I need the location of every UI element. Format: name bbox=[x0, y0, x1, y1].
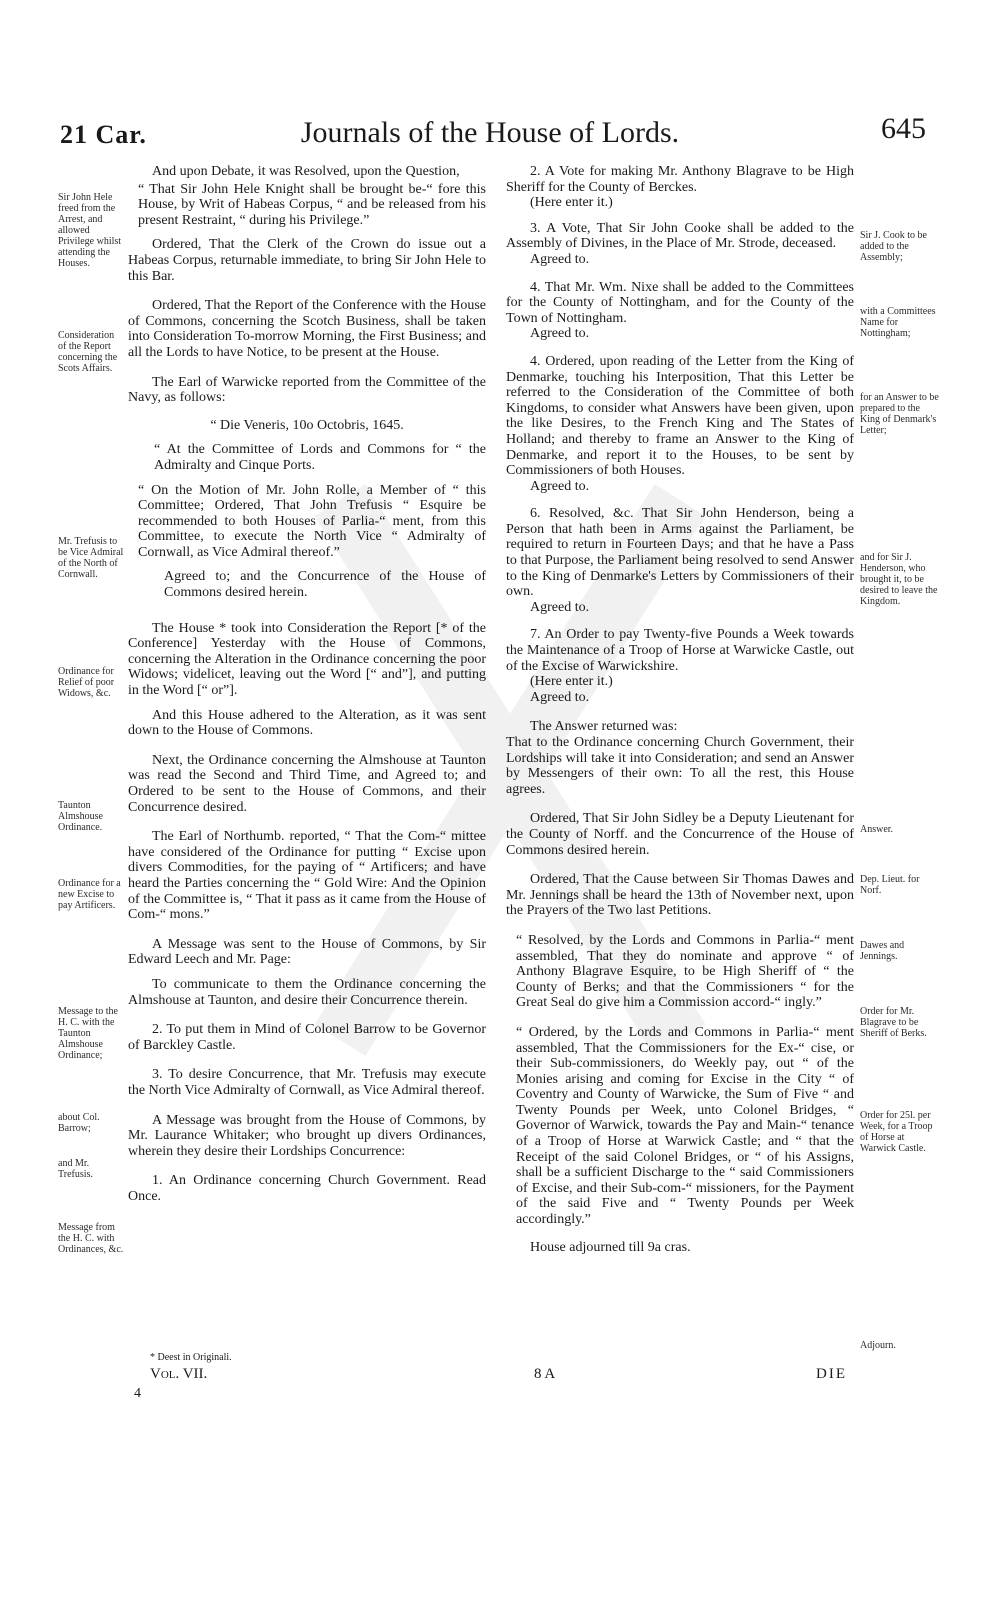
margin-note: and Mr. Trefusis. bbox=[58, 1158, 93, 1180]
paragraph: That to the Ordinance concerning Church Government, their Lordships will take it into Consideration; and send an Answer by Messengers of their own: To all the rest, this House agrees. bbox=[506, 735, 854, 797]
paragraph-quote: “ On the Motion of Mr. John Rolle, a Member of “ this Committee; Ordered, That John Trefusis “ Esquire be recommended to both Houses of Parlia-“ ment, from this Committee, to execute the North Vice “ Admiralty of Cornwall, as Vice Admiral thereof.” bbox=[138, 482, 486, 560]
margin-note: Taunton Almshouse Ordinance. bbox=[58, 800, 103, 833]
paragraph: House adjourned till 9a cras. bbox=[530, 1239, 691, 1255]
paragraph: 6. Resolved, &c. That Sir John Henderson, being a Person that hath been in Arms against the Parliament, be required to return in Fourteen Days; and that he have a Pass to that Purpose, the Parliament being resolved to send Answer to the King of Denmarke's Letters by Commissioners of their own. bbox=[506, 506, 854, 600]
margin-note: Sir J. Cook to be added to the Assembly; bbox=[860, 230, 927, 263]
paragraph: To communicate to them the Ordinance concerning the Almshouse at Taunton, and desire their Concurrence therein. bbox=[128, 976, 486, 1008]
paragraph: Ordered, That the Clerk of the Crown do issue out a Habeas Corpus, returnable immediate, to bring Sir John Hele to this Bar. bbox=[128, 237, 486, 284]
paragraph: 4. Ordered, upon reading of the Letter from the King of Denmarke, touching his Interposition, That this Letter be referred to the Consideration of the Committee of both Kingdoms, to consider what Answers have been given, upon the like Desires, to the French King and The States of Holland; and thereby to frame an Answer to the King of Denmarke, and report it to the Houses, to be sent by Commissioners of both Houses. bbox=[506, 353, 854, 479]
paragraph: (Here enter it.) bbox=[530, 674, 613, 690]
paragraph: And upon Debate, it was Resolved, upon the Question, bbox=[152, 164, 460, 179]
paragraph: Agreed to. bbox=[530, 326, 590, 342]
paragraph-quote: “ That Sir John Hele Knight shall be brought be-“ fore this House, by Writ of Habeas Corpus, “ and be released from his present Restraint, “ during his Privilege.” bbox=[138, 181, 486, 228]
margin-note: Order for 25l. per Week, for a Troop of Horse at Warwick Castle. bbox=[860, 1110, 933, 1154]
footer-signature: 8 A bbox=[534, 1366, 556, 1382]
paragraph: Agreed to. bbox=[530, 251, 590, 267]
margin-note: for an Answer to be prepared to the King of Denmark's Letter; bbox=[860, 392, 939, 436]
paragraph: Next, the Ordinance concerning the Almshouse at Taunton was read the Second and Third Time, and Agreed to; and Ordered to be sent to the House of Commons, and their Concurrence desired. bbox=[128, 752, 486, 815]
margin-note: Ordinance for a new Excise to pay Artificers. bbox=[58, 878, 121, 911]
paragraph: (Here enter it.) bbox=[530, 195, 613, 211]
margin-note: about Col. Barrow; bbox=[58, 1112, 100, 1134]
left-column bbox=[128, 164, 486, 1213]
footer-number: 4 bbox=[134, 1386, 141, 1401]
margin-note: Ordinance for Relief of poor Widows, &c. bbox=[58, 666, 115, 699]
header-reign: 21 Car. bbox=[60, 120, 147, 149]
margin-note: Message to the H. C. with the Taunton Almshouse Ordinance; bbox=[58, 1006, 118, 1061]
margin-note: Message from the H. C. with Ordinances, &c. bbox=[58, 1222, 124, 1255]
paragraph: Ordered, That the Report of the Conference with the House of Commons, concerning the Scotch Business, shall be taken into Consideration To-morrow Morning, the First Business; and all the Lords to have Notice, to be present at the House. bbox=[128, 298, 486, 360]
paragraph: Ordered, That Sir John Sidley be a Deputy Lieutenant for the County of Norff. and the Concurrence of the House of Commons desired herein. bbox=[506, 811, 854, 858]
paragraph: 2. To put them in Mind of Colonel Barrow to be Governor of Barckley Castle. bbox=[128, 1022, 486, 1053]
margin-note: and for Sir J. Henderson, who brought it, to be desired to leave the Kingdom. bbox=[860, 552, 938, 607]
paragraph: 3. To desire Concurrence, that Mr. Trefusis may execute the North Vice Admiralty of Cornwall, as Vice Admiral thereof. bbox=[128, 1067, 486, 1098]
paragraph-quote: “ Ordered, by the Lords and Commons in Parlia-“ ment assembled, That the Commissioners for the Ex-“ cise, or their Sub-commissioners, do Weekly pay, out “ of the Monies arising and coming for Excise in the City “ of Coventry and County of Warwicke, the Sum of Five “ and Twenty Pounds per Week, unto Colonel Bridges, “ Governor of Warwick, towards the Pay and Main-“ tenance of a Troop of Horse at Warwick Castle; and “ that the Receipt of the said Colonel Bridges, or “ of his Assigns, shall be a sufficient Discharge to the “ said Commissioners of Excise, and their Sub-com-“ missioners, for the Payment of the said Five and “ Twenty Pounds per Week accordingly.” bbox=[516, 1024, 854, 1228]
paragraph: 7. An Order to pay Twenty-five Pounds a Week towards the Maintenance of a Troop of Horse at Warwicke Castle, out of the Excise of Warwickshire. bbox=[506, 627, 854, 674]
right-column bbox=[506, 164, 854, 1264]
paragraph: And this House adhered to the Alteration, as it was sent down to the House of Commons. bbox=[128, 707, 486, 739]
paragraph: Agreed to. bbox=[530, 689, 590, 705]
paragraph: The Earl of Warwicke reported from the Committee of the Navy, as follows: bbox=[128, 374, 486, 406]
paragraph: 1. An Ordinance concerning Church Government. Read Once. bbox=[128, 1173, 486, 1204]
header-title: Journals of the House of Lords. bbox=[300, 116, 680, 149]
margin-note: Adjourn. bbox=[860, 1340, 896, 1351]
paragraph: The Answer returned was: bbox=[530, 719, 678, 735]
margin-note: Answer. bbox=[860, 824, 894, 835]
paragraph: 4. That Mr. Wm. Nixe shall be added to the Committees for the County of Nottingham, and for the County of the Town of Nottingham. bbox=[506, 279, 854, 326]
footer-catchword: DIE bbox=[816, 1366, 847, 1382]
header-page-number: 645 bbox=[881, 112, 926, 145]
paragraph: A Message was brought from the House of Commons, by Mr. Laurance Whitaker; who brought up divers Ordinances, wherein they desire their Lordships Concurrence: bbox=[128, 1112, 486, 1159]
footer-volume: Vol. VII. bbox=[150, 1366, 208, 1382]
margin-note: Mr. Trefusis to be Vice Admiral of the North of Cornwall. bbox=[58, 536, 124, 580]
margin-note: with a Committees Name for Nottingham; bbox=[860, 306, 936, 339]
paragraph: A Message was sent to the House of Commons, by Sir Edward Leech and Mr. Page: bbox=[128, 936, 486, 968]
paragraph-quote: “ At the Committee of Lords and Commons for “ the Admiralty and Cinque Ports. bbox=[154, 442, 486, 473]
paragraph: Ordered, That the Cause between Sir Thomas Dawes and Mr. Jennings shall be heard the 13th of November next, upon the Prayers of the Two last Petitions. bbox=[506, 872, 854, 919]
margin-note: Dawes and Jennings. bbox=[860, 940, 905, 962]
paragraph: 3. A Vote, That Sir John Cooke shall be added to the Assembly of Divines, in the Place of Mr. Strode, deceased. bbox=[506, 220, 854, 252]
footnote: * Deest in Originali. bbox=[150, 1352, 232, 1363]
paragraph-quote: The Earl of Northumb. reported, “ That the Com-“ mittee have considered of the Ordinance for putting “ Excise upon divers Commodities, for the paying of “ Artificers; and have heard the Parties concerning the “ Gold Wire: And the Opinion of the Committee is, “ That it pass as it came from the House of Com-“ mons.” bbox=[128, 829, 486, 923]
paragraph: 2. A Vote for making Mr. Anthony Blagrave to be High Sheriff for the County of Berckes. bbox=[506, 164, 854, 195]
margin-note: Dep. Lieut. for Norf. bbox=[860, 874, 920, 896]
margin-note: Consideration of the Report concerning the Scots Affairs. bbox=[58, 330, 118, 374]
paragraph: Agreed to. bbox=[530, 478, 590, 494]
paragraph: The House * took into Consideration the Report [* of the Conference] Yesterday with the House of Commons, concerning the Alteration in the Ordinance concerning the poor Widows; videlicet, leaving out the Word [“ and”], and putting in the Word [“ or”]. bbox=[128, 620, 486, 699]
paragraph: Agreed to; and the Concurrence of the House of Commons desired herein. bbox=[164, 569, 486, 601]
margin-note: Sir John Hele freed from the Arrest, and allowed Privilege whilst attending the Houses. bbox=[58, 192, 122, 269]
paragraph-date: “ Die Veneris, 10o Octobris, 1645. bbox=[210, 417, 404, 433]
margin-note: Order for Mr. Blagrave to be Sheriff of Berks. bbox=[860, 1006, 927, 1039]
paragraph: Agreed to. bbox=[530, 599, 590, 615]
page-header bbox=[0, 112, 992, 158]
paragraph-quote: “ Resolved, by the Lords and Commons in Parlia-“ ment assembled, That they do nominate and approve “ of Anthony Blagrave Esquire, to be High Sheriff of “ the County of Berks; and that the Commissioners “ for the Great Seal do give him a Commission accord-“ ingly.” bbox=[516, 932, 854, 1011]
